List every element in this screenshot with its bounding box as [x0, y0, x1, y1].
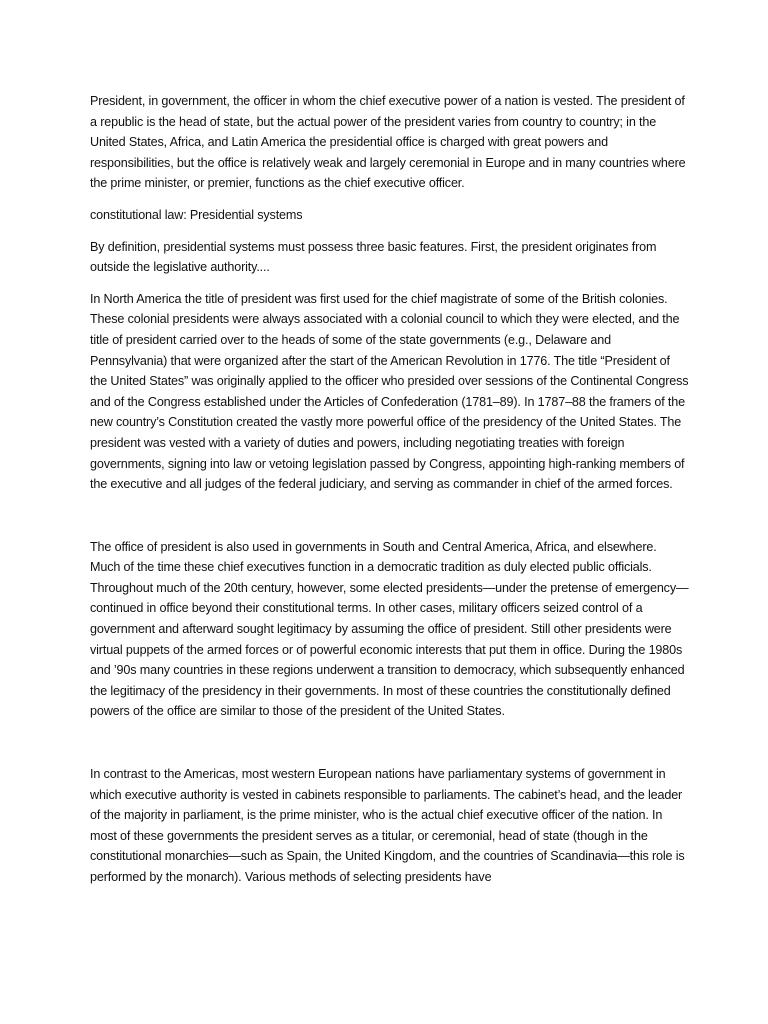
north-america-paragraph: In North America the title of president was first used for the chief magistrate of some of the British colonies. These colonial presidents were always associated with a colonial council to which they were elected, and the title of president carried over to the heads of some of the state governments (e.g., Delaware and Pennsylvania) that were organized after the start of the American Revolution in 1776. The title “President of the United States” was originally applied to the officer who presided over sessions of the Continental Congress and of the Congress established under the Articles of Confederation (1781–89). In 1787–88 the framers of the new country’s Constitution created the vastly more powerful office of the presidency of the United States. The president was vested with a variety of duties and powers, including negotiating treaties with foreign governments, signing into law or vetoing legislation passed by Congress, appointing high-ranking members of the executive and all judges of the federal judiciary, and serving as commander in chief of the armed forces. [90, 291, 689, 492]
western-europe-paragraph: In contrast to the Americas, most western European nations have parliamentary systems of government in which executive authority is vested in cabinets responsible to parliaments. The cabinet’s head, and the leader of the majority in parliament, is the prime minister, who is the actual chief executive officer of the nation. In most of these governments the president serves as a titular, or ceremonial, head of state (though in the constitutional monarchies—such as Spain, the United Kingdom, and the countries of Scandinavia—this role is performed by the monarch). Various methods of selecting presidents have [90, 767, 685, 884]
intro-paragraph: President, in government, the officer in whom the chief executive power of a nation is vested. The president of a republic is the head of state, but the actual power of the president varies from country to country; in the United States, Africa, and Latin America the presidential office is charged with great powers and responsibilities, but the office is relatively weak and largely ceremonial in Europe and in many countries where the prime minister, or premier, functions as the chief executive officer. [90, 94, 686, 191]
document-page [90, 91, 690, 899]
south-central-america-paragraph: The office of president is also used in governments in South and Central America, Africa, and elsewhere. Much of the time these chief executives function in a democratic tradition as duly elected public officials. Throughout much of the 20th century, however, some elected presidents—under the pretense of emergency—continued in office beyond their constitutional terms. In other cases, military officers seized control of a government and afterward sought legitimacy by assuming the office of president. Still other presidents were virtual puppets of the armed forces or of powerful economic interests that put them in office. During the 1980s and ’90s many countries in these regions underwent a transition to democracy, which subsequently enhanced the legitimacy of the presidency in their governments. In most of these countries the constitutionally defined powers of the office are similar to those of the president of the United States. [90, 539, 689, 719]
presidential-systems-paragraph: By definition, presidential systems must possess three basic features. First, the president originates from outside the legislative authority.... [90, 239, 657, 275]
section-heading-presidential-systems: constitutional law: Presidential systems [90, 207, 303, 222]
